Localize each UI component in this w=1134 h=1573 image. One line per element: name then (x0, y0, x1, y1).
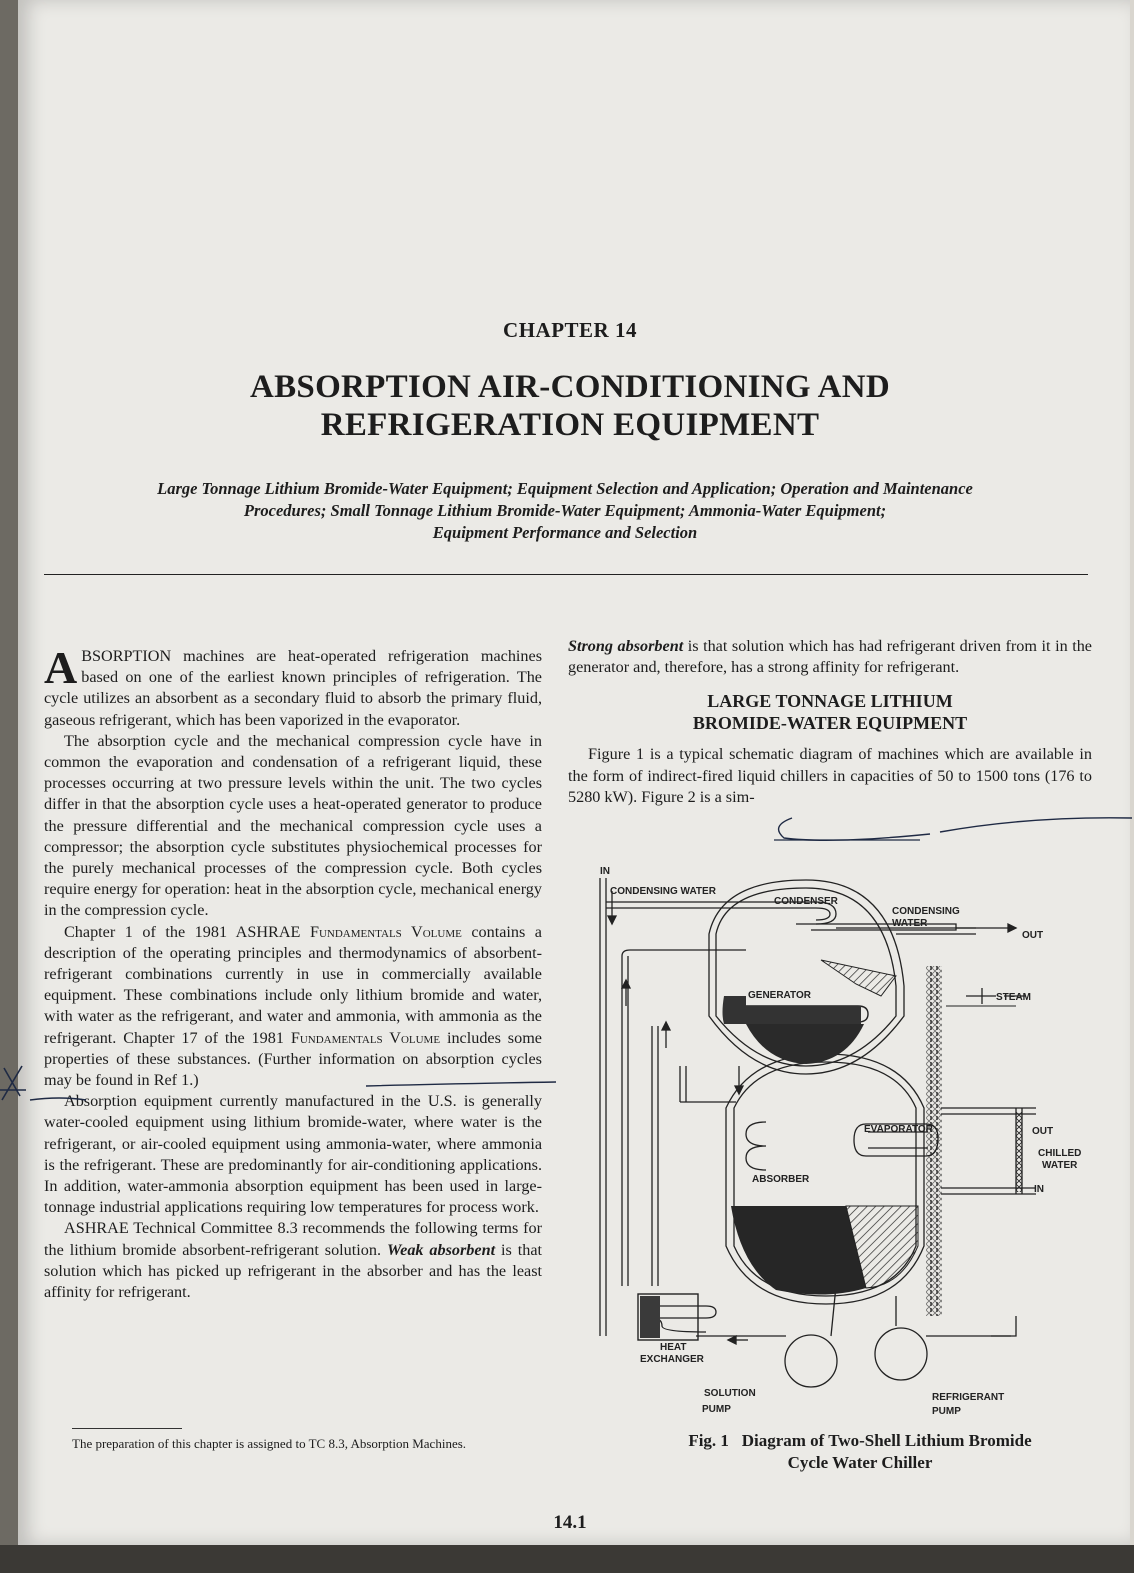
paragraph-6: Figure 1 is a typical schematic diagram of machines which are available in the form of indirect-fired liquid chillers in capacities of 50 to 1500 tons (176 to 5280 kW). Figure 2 is a sim- (568, 745, 1092, 806)
paragraph-5 (44, 1218, 542, 1303)
paragraph-2: The absorption cycle and the mechanical compression cycle have in common the evaporation and condensation of a refrigerant liquid, these processes occurring at two pressure levels within the unit. The two cycles differ in that the absorption cycle uses a heat-operated generator to produce the pressure differential and the mechanical compression cycle uses a compressor; the absorption cycle substitutes physiochemical processes for the purely mechanical processes of the compression cycle. Both cycles require energy for operation: heat in the absorption cycle, mechanical energy in the compression cycle. (44, 731, 542, 920)
section-heading (568, 690, 1092, 734)
left-column (44, 642, 543, 1303)
paragraph-3 (44, 922, 542, 1092)
figure-1-diagram (596, 866, 1096, 1426)
label-out-right: OUT (1032, 1126, 1054, 1137)
label-solution-1: SOLUTION (704, 1388, 756, 1399)
label-out-top: OUT (1022, 930, 1044, 941)
chapter-title (140, 368, 1000, 444)
fundamentals-volume-ref-1: Fundamentals Volume (309, 922, 462, 941)
label-condensing-water-left: CONDENSING WATER (610, 886, 716, 897)
figure-caption (640, 1430, 1080, 1474)
label-heat-1: HEAT (660, 1342, 687, 1353)
chapter-title-line-2: REFRIGERATION EQUIPMENT (320, 407, 820, 443)
paragraph-4: Absorption equipment currently manufactured in the U.S. is generally water-cooled equipment using lithium bromide-water, where water is the refrigerant, or air-cooled equipment using ammonia-water, where ammonia is the refrigerant. These are predominantly for air-conditioning applications. In addition, water-ammonia absorption equipment has been used in large-tonnage industrial applications requiring low temperatures for process work. (44, 1092, 542, 1217)
label-heat-2: EXCHANGER (640, 1354, 704, 1365)
label-in-top: IN (600, 866, 610, 877)
paragraph-5-text-a: ASHRAE Technical Committee 8.3 recommends the following terms for the lithium bromide absorbent-refrigerant solution. (44, 1219, 542, 1259)
drop-cap: A (44, 642, 78, 693)
term-strong-absorbent: Strong absorbent (568, 637, 684, 655)
paragraph-5-text-c: is that solution which has had refrigerant driven from it in the generator and, therefore, has a strong affinity for refrigerant. (568, 637, 1092, 677)
book-spine-shadow (0, 0, 18, 1573)
chapter-label: CHAPTER 14 (503, 318, 637, 342)
label-condenser: CONDENSER (774, 896, 838, 907)
section-heading-line-1: LARGE TONNAGE LITHIUM (707, 691, 953, 712)
paragraph-1-text: BSORPTION machines are heat-operated refrigeration machines based on one of the earliest known principles of refrigeration. The cycle utilizes an absorbent as a secondary fluid to absorb the primary fluid, gaseous refrigerant, which has been vaporized in the evaporator. (44, 647, 542, 729)
chapter-subtitle-line-3: Equipment Performance and Selection (432, 523, 698, 542)
figure-caption-text-1: Diagram of Two-Shell Lithium Bromide (741, 1431, 1032, 1450)
footnote-divider (72, 1428, 182, 1429)
chapter-title-line-1: ABSORPTION AIR-CONDITIONING AND (249, 369, 891, 405)
page-number: 14.1 (553, 1512, 587, 1533)
term-weak-absorbent: Weak absorbent (386, 1240, 496, 1259)
chapter-subtitle-line-2: Procedures; Small Tonnage Lithium Bromide-Water Equipment; Ammonia-Water Equipment; (243, 501, 887, 520)
paragraph-3-text-a: Chapter 1 of the 1981 ASHRAE (64, 922, 310, 941)
label-chilled-2: WATER (1042, 1160, 1078, 1171)
label-condensing-water-right-1: CONDENSING (892, 906, 960, 917)
chapter-subtitle (60, 478, 1070, 544)
fundamentals-volume-ref-2: Fundamentals Volume (290, 1028, 441, 1047)
figure-caption-line-2: Cycle Water Chiller (787, 1453, 933, 1472)
figure-caption-line-1 (640, 1430, 1080, 1452)
label-condensing-water-right-2: WATER (892, 918, 928, 929)
paragraph-3-text-c: includes some properties of these substances. (Further information on absorption cycles may be found in Ref 1.) (44, 1028, 542, 1090)
page-bottom-edge (0, 1545, 1134, 1573)
right-column (568, 636, 1092, 808)
paragraph-1 (44, 642, 542, 731)
chiller-schematic (596, 866, 1096, 1426)
label-absorber: ABSORBER (752, 1174, 810, 1185)
label-evaporator: EVAPORATOR (864, 1124, 933, 1135)
label-chilled-1: CHILLED (1038, 1148, 1082, 1159)
figure-number: Fig. 1 (688, 1431, 729, 1450)
label-refrigerant-2: PUMP (932, 1406, 961, 1417)
label-generator: GENERATOR (748, 990, 811, 1001)
title-divider (44, 574, 1088, 575)
label-in-right: IN (1034, 1184, 1044, 1195)
section-heading-line-2: BROMIDE-WATER EQUIPMENT (692, 713, 968, 734)
paragraph-5-continued (568, 636, 1092, 678)
paragraph-5-text-b: is that solution which has picked up refrigerant in the absorber and has the least affinity for refrigerant. (44, 1240, 543, 1302)
label-steam: STEAM (996, 992, 1031, 1003)
label-refrigerant-1: REFRIGERANT (932, 1392, 1005, 1403)
label-solution-2: PUMP (702, 1404, 731, 1415)
paragraph-3-text-b: contains a description of the operating principles and thermodynamics of absorbent-refrigerant combinations currently in use in commercially available equipment. These combinations include only lithium bromide and water, with water as the refrigerant, and water and ammonia, with ammonia as the refrigerant. Chapter 17 of the 1981 (44, 922, 542, 1047)
footnote: The preparation of this chapter is assigned to TC 8.3, Absorption Machines. (72, 1436, 467, 1451)
chapter-subtitle-line-1: Large Tonnage Lithium Bromide-Water Equipment; Equipment Selection and Application; Operation and Maintenance (157, 479, 973, 498)
